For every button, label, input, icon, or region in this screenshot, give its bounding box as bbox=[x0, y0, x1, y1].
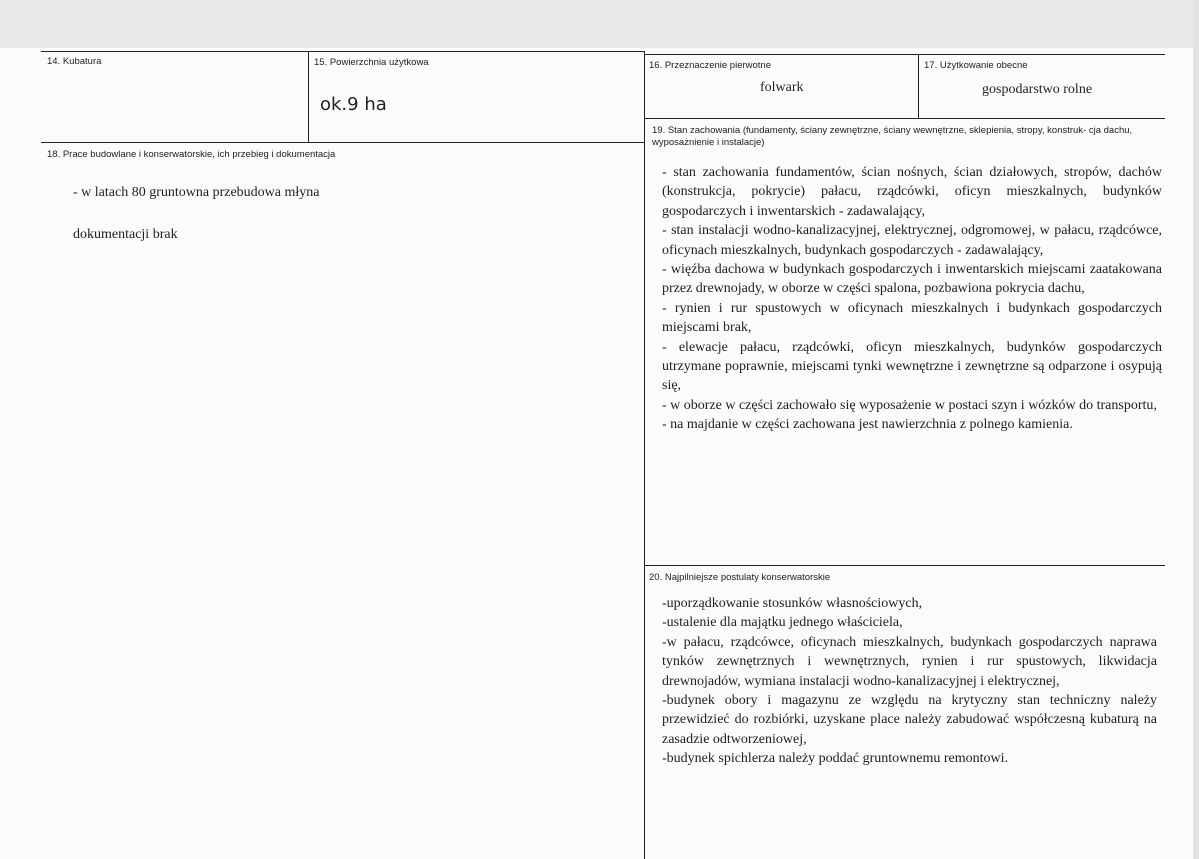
field-19-label: 19. Stan zachowania (fundamenty, ściany zewnętrzne, ściany wewnętrzne, sklepienia, stropy, konstruk- cja dachu, wyposażnienie i instalacje) bbox=[652, 125, 1133, 148]
field-20-body bbox=[662, 594, 1157, 769]
rule-right-20 bbox=[645, 565, 1165, 566]
field-18-line-2: dokumentacji brak bbox=[73, 227, 178, 242]
postulate-item: -budynek spichlerza należy poddać gruntownemu remontowi. bbox=[662, 751, 1009, 767]
field-18-line-1: - w latach 80 gruntowna przebudowa młyna bbox=[73, 185, 320, 200]
field-16-label: 16. Przeznaczenie pierwotne bbox=[649, 60, 771, 71]
scan-top-margin bbox=[0, 0, 1199, 48]
field-15-label: 15. Powierzchnia użytkowa bbox=[314, 57, 429, 68]
field-17-value: gospodarstwo rolne bbox=[982, 82, 1093, 97]
condition-item: - stan zachowania fundamentów, ścian nośnych, ścian działowych, stropów, dachów (konstrukcja, pokrycie) pałacu, rządcówki, oficyn mieszkalnych, budynków gospodarczych i inwentarskich - zadawalający, bbox=[662, 165, 1162, 219]
condition-item: - w oborze w części zachowało się wyposażenie w postaci szyn i wózków do transportu, bbox=[662, 397, 1157, 413]
rule-left-18 bbox=[41, 142, 644, 143]
condition-item: - więźba dachowa w budynkach gospodarczych i inwentarskich miejscami zaatakowana przez drewnojady, w oborze w części spalona, pozbawiona pokrycia dachu, bbox=[662, 262, 1162, 297]
divider-16-17 bbox=[918, 54, 919, 118]
condition-item: - na majdanie w części zachowana jest nawierzchnia z polnego kamienia. bbox=[662, 417, 1073, 433]
field-15-value: ok.9 ha bbox=[320, 94, 387, 115]
condition-item: - rynien i rur spustowych w oficynach mieszkalnych i budynkach gospodarczych miejscami brak, bbox=[662, 300, 1162, 336]
field-20-label: 20. Najpilniejsze postulaty konserwatorskie bbox=[649, 572, 831, 583]
divider-mid bbox=[644, 51, 645, 859]
rule-top-right bbox=[645, 54, 1165, 55]
rule-right-19 bbox=[645, 118, 1165, 119]
field-18-label: 18. Prace budowlane i konserwatorskie, ich przebieg i dokumentacja bbox=[47, 149, 336, 160]
divider-14-15 bbox=[308, 51, 309, 142]
postulate-item: -w pałacu, rządcówce, oficynach mieszkalnych, budynkach gospodarczych naprawa tynków zewnętrznych i wewnętrznych, rynien i rur spustowych, likwidacja drewnojadów, wymiana instalacji wodno-kanalizacyjnej i elektrycznej, bbox=[662, 634, 1157, 689]
field-17-label: 17. Użytkowanie obecne bbox=[924, 60, 1028, 71]
postulate-item: -budynek obory i magazynu ze względu na krytyczny stan techniczny należy przewidzieć do rozbiórki, uzyskane place należy zabudować współczesną kubaturą na zasadzie odtworzeniowej, bbox=[662, 693, 1157, 747]
condition-item: - elewacje pałacu, rządcówki, oficyn mieszkalnych, budynków gospodarczych utrzymane poprawnie, miejscami tynki wewnętrzne i zewnętrzne są odparzone i osypują się, bbox=[662, 339, 1162, 394]
postulate-item: -uporządkowanie stosunków własnościowych, bbox=[662, 596, 923, 611]
field-16-value: folwark bbox=[760, 80, 804, 95]
postulate-item: -ustalenie dla majątku jednego właściciela, bbox=[662, 615, 903, 631]
condition-item: - stan instalacji wodno-kanalizacyjnej, elektrycznej, odgromowej, w pałacu, rządcówce, oficynach mieszkalnych, budynkach gospodarczych - zadawalający, bbox=[662, 223, 1162, 258]
rule-top-left bbox=[41, 51, 644, 52]
field-19-body bbox=[662, 163, 1162, 435]
field-14-label: 14. Kubatura bbox=[47, 56, 102, 67]
scan-right-edge bbox=[1193, 0, 1199, 859]
